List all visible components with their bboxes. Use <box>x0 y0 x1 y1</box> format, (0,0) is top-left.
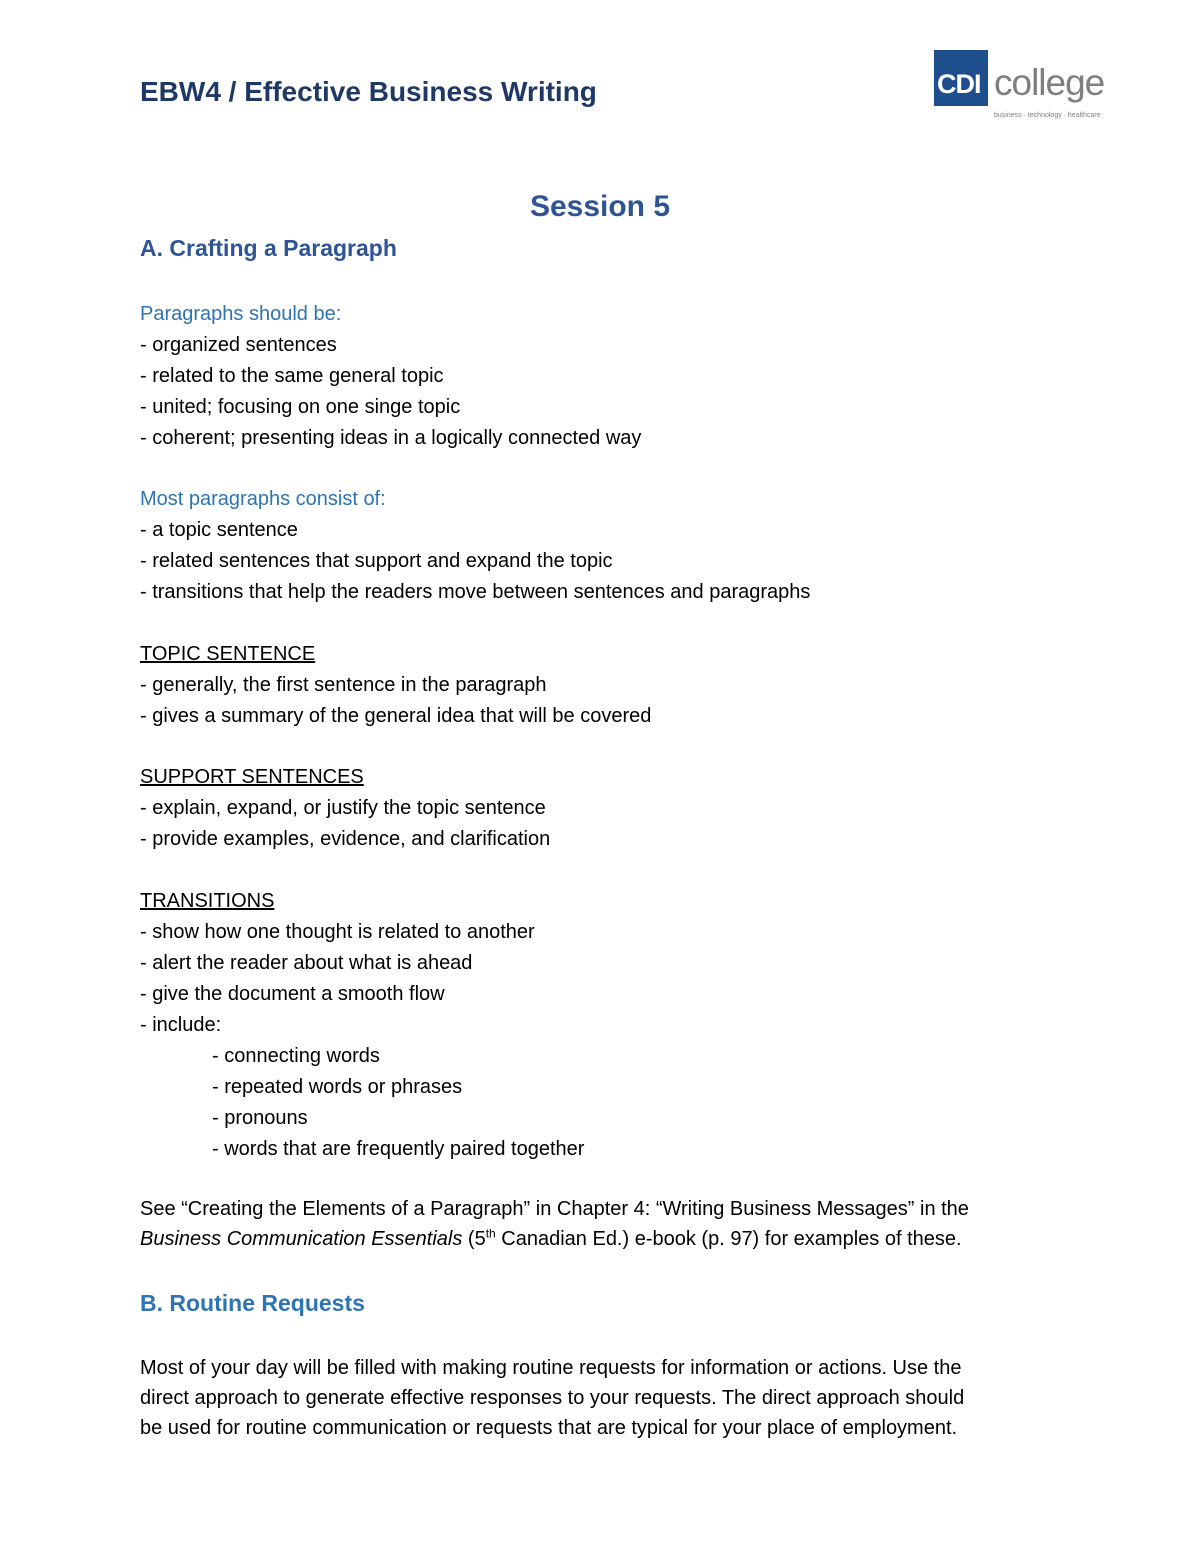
list-item: - transitions that help the readers move between sentences and paragraphs <box>140 581 811 603</box>
list-item: - gives a summary of the general idea that will be covered <box>140 705 652 727</box>
textbook-reference <box>140 1194 1070 1254</box>
logo-tagline: business · technology · healthcare <box>994 112 1101 119</box>
course-header: EBW4 / Effective Business Writing <box>140 76 597 107</box>
list-item: - coherent; presenting ideas in a logically connected way <box>140 427 642 449</box>
should-be-lead: Paragraphs should be: <box>140 303 342 325</box>
sub-list-item: - words that are frequently paired together <box>212 1138 585 1160</box>
list-item: - related to the same general topic <box>140 365 444 387</box>
transitions-label: TRANSITIONS <box>140 890 275 912</box>
routine-requests-body <box>140 1353 1070 1443</box>
reference-line-1: See “Creating the Elements of a Paragraph” in Chapter 4: “Writing Business Messages” in the <box>140 1198 969 1220</box>
list-item: - include: <box>140 1014 222 1036</box>
list-item: - show how one thought is related to another <box>140 921 535 943</box>
section-b-heading: B. Routine Requests <box>140 1290 365 1316</box>
list-item: - united; focusing on one singe topic <box>140 396 461 418</box>
topic-sentence-list <box>140 639 651 732</box>
list-item: - explain, expand, or justify the topic sentence <box>140 797 546 819</box>
sub-list-item: - repeated words or phrases <box>212 1076 463 1098</box>
body-line: direct approach to generate effective responses to your requests. The direct approach should <box>140 1387 965 1409</box>
support-sentences-list <box>140 762 550 855</box>
list-item: - generally, the first sentence in the paragraph <box>140 674 547 696</box>
edition-post: Canadian Ed.) e-book (p. 97) for examples of these. <box>495 1228 962 1250</box>
topic-sentence-label: TOPIC SENTENCE <box>140 643 316 665</box>
list-item: - give the document a smooth flow <box>140 983 445 1005</box>
reference-line-2 <box>140 1224 1070 1254</box>
edition-sup: th <box>485 1226 496 1241</box>
section-a-heading: A. Crafting a Paragraph <box>140 235 397 261</box>
list-item: - alert the reader about what is ahead <box>140 952 473 974</box>
sub-list-item: - pronouns <box>212 1107 308 1129</box>
support-sentences-label: SUPPORT SENTENCES <box>140 766 364 788</box>
body-line: be used for routine communication or requests that are typical for your place of employment. <box>140 1417 958 1439</box>
consist-of-lead: Most paragraphs consist of: <box>140 488 386 510</box>
should-be-list <box>140 299 641 454</box>
logo-wordmark: college <box>994 62 1105 103</box>
sub-list-item: - connecting words <box>212 1045 380 1067</box>
cdi-college-logo <box>934 50 1124 122</box>
logo-mark-text: CDI <box>937 69 981 99</box>
list-item: - organized sentences <box>140 334 337 356</box>
transitions-list <box>140 886 584 1165</box>
book-title: Business Communication Essentials <box>140 1228 463 1250</box>
logo-mark <box>934 50 988 106</box>
list-item: - provide examples, evidence, and clarification <box>140 828 551 850</box>
session-title: Session 5 <box>529 190 671 223</box>
list-item: - related sentences that support and expand the topic <box>140 550 613 572</box>
edition-pre: (5 <box>462 1228 486 1250</box>
list-item: - a topic sentence <box>140 519 298 541</box>
consist-of-list <box>140 484 810 608</box>
body-line: Most of your day will be filled with making routine requests for information or actions. Use the <box>140 1357 962 1379</box>
